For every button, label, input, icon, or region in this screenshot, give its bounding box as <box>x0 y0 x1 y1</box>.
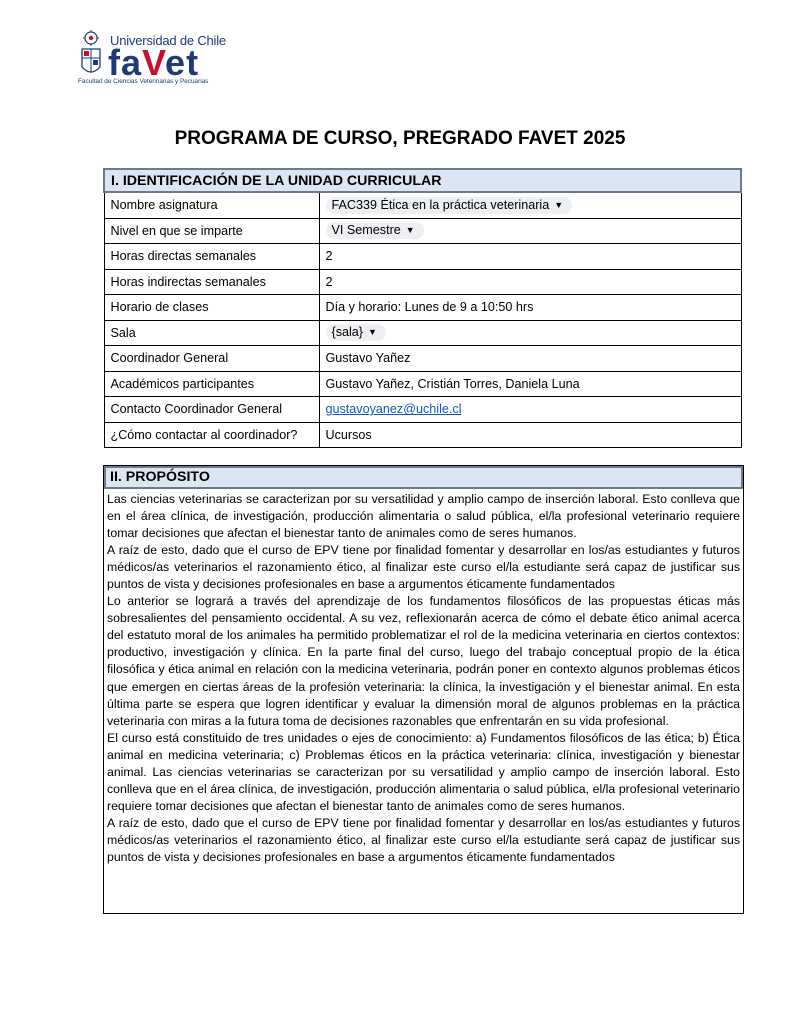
table-row <box>104 397 741 423</box>
purpose-section <box>103 465 744 914</box>
row-label: Sala <box>104 320 319 346</box>
table-row <box>104 346 741 372</box>
course-name-value: FAC339 Ética en la práctica veterinaria <box>331 197 550 212</box>
row-value: 2 <box>319 244 741 270</box>
purpose-header: II. PROPÓSITO <box>104 466 743 489</box>
page-title: PROGRAMA DE CURSO, PREGRADO FAVET 2025 <box>174 128 626 149</box>
purpose-paragraph: A raíz de esto, dado que el curso de EPV tiene por finalidad fomentar y desarrollar en los/as estudiantes y futuros médicos/as veterinarios el razonamiento ético, al finalizar este curso el/la estudiante será capaz de justificar sus puntos de vista y decisiones profesionales en base a argumentos éticamente fundamentados <box>107 543 740 592</box>
dropdown-arrow-icon: ▼ <box>554 199 564 210</box>
row-value: Día y horario: Lunes de 9 a 10:50 hrs <box>319 295 741 321</box>
table-row <box>104 371 741 397</box>
wordmark-start: fa <box>108 42 143 83</box>
contact-cell <box>319 397 741 423</box>
university-name: Universidad de Chile <box>110 33 226 48</box>
level-chip[interactable] <box>326 222 424 239</box>
row-label: Horas directas semanales <box>104 244 319 270</box>
purpose-paragraph: Las ciencias veterinarias se caracterizan por su versatilidad y amplio campo de inserción laboral. Esto conlleva que en el área clínica, de investigación, producción alimentaria o salud pública, el/la profesional veterinario requiere tomar decisiones que afectan el bienestar tanto de animales como de seres humanos. <box>107 492 740 541</box>
coordinator-email-link[interactable]: gustavoyanez@uchile.cl <box>325 402 462 417</box>
table-row <box>104 422 741 448</box>
room-cell <box>319 320 741 346</box>
row-label: ¿Cómo contactar al coordinador? <box>104 422 319 448</box>
dropdown-arrow-icon: ▼ <box>405 225 415 236</box>
identification-header: I. IDENTIFICACIÓN DE LA UNIDAD CURRICULAR <box>104 169 741 192</box>
university-crest-icon <box>78 29 104 83</box>
dropdown-arrow-icon: ▼ <box>368 327 377 338</box>
wordmark-accent: V <box>142 42 166 83</box>
level-cell <box>319 218 741 244</box>
level-value: VI Semestre <box>331 223 401 238</box>
course-name-cell <box>319 192 741 218</box>
table-row <box>104 320 741 346</box>
wordmark-end: et <box>165 42 200 83</box>
row-label: Nivel en que se imparte <box>104 218 319 244</box>
course-name-chip[interactable] <box>326 197 573 214</box>
favet-wordmark <box>108 43 199 83</box>
identification-header-row <box>104 169 741 192</box>
table-row <box>104 192 741 218</box>
room-value: {sala} <box>331 325 364 340</box>
room-chip[interactable] <box>326 324 386 341</box>
row-value: 2 <box>319 269 741 295</box>
row-label: Nombre asignatura <box>104 192 319 218</box>
purpose-paragraph: El curso está constituido de tres unidades o ejes de conocimiento: a) Fundamentos filosóficos de las ética; b) Ética animal en medicina veterinaria; c) Problemas éticos en la práctica veterinaria: clínica, investigación y bienestar animal. Las ciencias veterinarias se caracterizan por su versatilidad y amplio campo de inserción laboral. Esto conlleva que en el área clínica, de investigación, producción alimentaria o salud pública, el/la profesional veterinario requiere tomar decisiones que afectan el bienestar tanto de animales como de seres humanos. <box>107 730 740 813</box>
table-row <box>104 244 741 270</box>
purpose-paragraph: A raíz de esto, dado que el curso de EPV tiene por finalidad fomentar y desarrollar en los/as estudiantes y futuros médicos/as veterinarios el razonamiento ético, al finalizar este curso el/la estudiante será capaz de justificar sus puntos de vista y decisiones profesionales en base a argumentos éticamente fundamentados <box>107 815 740 864</box>
table-row <box>104 218 741 244</box>
row-label: Horas indirectas semanales <box>104 269 319 295</box>
row-label: Académicos participantes <box>104 371 319 397</box>
row-value: Gustavo Yañez <box>319 346 741 372</box>
row-label: Horario de clases <box>104 295 319 321</box>
faculty-name: Facultad de Ciencias Veterinarias y Pecuarias <box>78 78 209 85</box>
row-label: Coordinador General <box>104 346 319 372</box>
row-value: Gustavo Yañez, Cristián Torres, Daniela Luna <box>319 371 741 397</box>
purpose-paragraph: Lo anterior se logrará a través del aprendizaje de los fundamentos filosóficos de las propuestas éticas más sobresalientes del pensamiento occidental. A su vez, reflexionarán acerca de cómo el debate ético animal acerca del estatuto moral de los animales ha permitido problematizar el rol de la medicina veterinaria en ciertos contextos: productivo, investigación y clínica. En la parte final del curso, luego del trabajo conceptual propio de la ética filosófica y ética animal en relación con la medicina veterinaria, podrán poner en contexto algunos problemas éticos que emergen en ciertas áreas de la profesión veterinaria: la clínica, la investigación y el bienestar animal. En esta última parte se espera que logren identificar y evaluar la dimensión moral de algunos problemas en la práctica veterinaria con miras a la futura toma de decisiones razonables que enfrentarán en su vida profesional. <box>107 594 740 728</box>
favet-logo <box>78 27 248 89</box>
purpose-body <box>104 489 743 913</box>
row-value: Ucursos <box>319 422 741 448</box>
table-row <box>104 269 741 295</box>
row-label: Contacto Coordinador General <box>104 397 319 423</box>
identification-table <box>103 168 742 448</box>
table-row <box>104 295 741 321</box>
